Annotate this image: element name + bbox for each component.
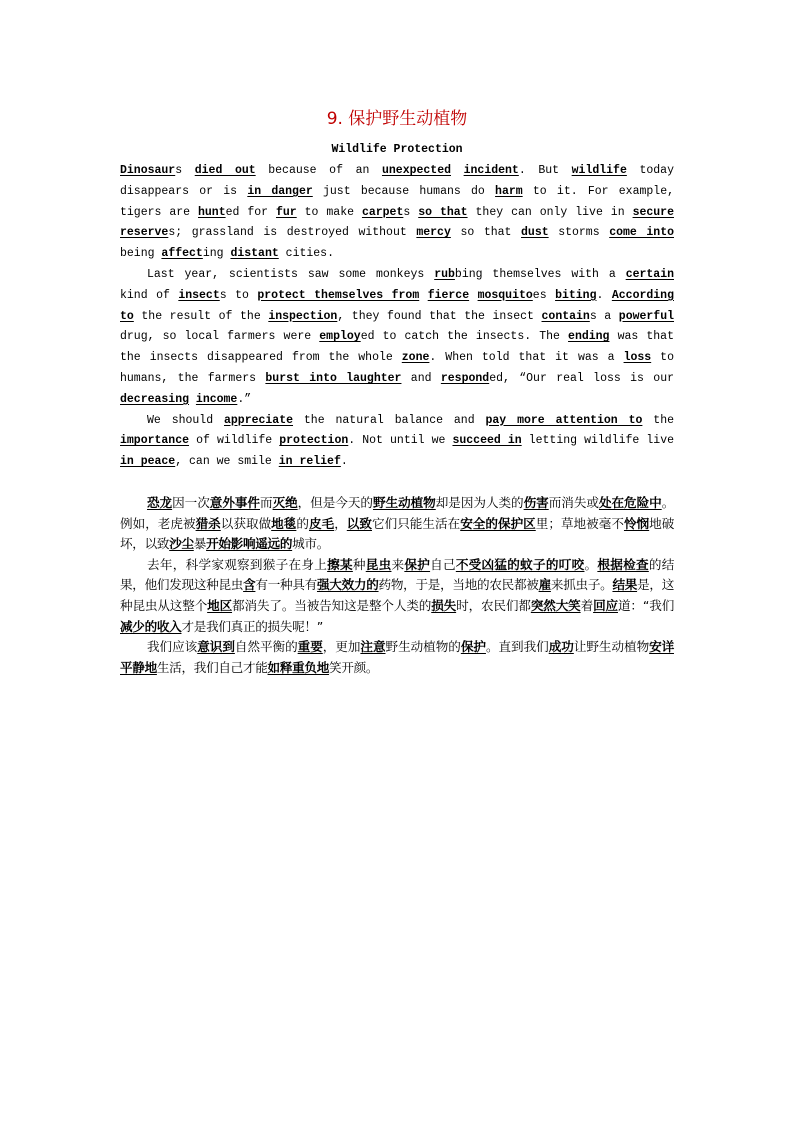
keyword: 意识到 [197, 639, 235, 655]
keyword: mosquito [477, 288, 533, 302]
text-run: ed to catch the insects. The [360, 330, 569, 344]
english-paragraph [120, 161, 674, 265]
text-run: 药物，于是，当地的农民都被 [378, 577, 539, 593]
keyword: appreciate [224, 413, 294, 427]
keyword: fierce [427, 288, 470, 302]
text-run: to humans, the farmers [120, 351, 674, 385]
text-run: being [120, 247, 162, 261]
text-run: s a [589, 309, 619, 323]
text-run: 的结果，他们发现这种昆虫 [120, 556, 674, 593]
keyword: 昆虫 [365, 556, 392, 572]
keyword: income [195, 392, 238, 406]
keyword: succeed in [452, 434, 522, 448]
chinese-translation [120, 493, 674, 678]
text-run: 。例如，老虎被 [120, 494, 674, 531]
text-run: ing [202, 247, 231, 261]
text-run: , can we smile [175, 455, 279, 469]
keyword: loss [623, 351, 652, 365]
keyword: pay more attention to [485, 413, 643, 427]
keyword: 怜悯 [623, 515, 650, 531]
text-run: 都消失了。当被告知这是整个人类的 [232, 597, 432, 613]
text-run: s to [219, 288, 258, 302]
text-run: We should [147, 413, 224, 427]
text-run: 野生动植物的 [385, 639, 461, 655]
text-run: 暴 [193, 536, 207, 552]
english-passage [120, 161, 674, 473]
keyword: 根据检查 [597, 556, 649, 572]
keyword: 野生动植物 [372, 494, 436, 510]
text-run: 它们只能生活在 [372, 515, 461, 531]
text-run: s [175, 164, 195, 177]
keyword: 结果 [612, 577, 638, 593]
keyword: 以致 [346, 515, 372, 531]
text-run: just because humans do [312, 184, 496, 198]
keyword: 如释重负地 [267, 659, 330, 675]
keyword: zone [401, 351, 430, 365]
text-run: ， [334, 515, 347, 531]
text-run: 城市。 [292, 536, 330, 552]
text-run [419, 289, 427, 302]
text-run: 的 [296, 515, 309, 531]
keyword: ending [568, 330, 610, 344]
text-run: today disappears or is [120, 164, 674, 198]
text-run: drug, so local farmers were [120, 330, 320, 344]
text-run [189, 393, 196, 406]
keyword: dust [521, 226, 549, 240]
text-run: s [403, 205, 419, 219]
text-run: . When told that it was a [429, 351, 624, 365]
keyword: harm [495, 184, 523, 198]
keyword: burst into laughter [265, 371, 402, 385]
text-run: 里；草地被毫不 [535, 515, 624, 531]
keyword: fur [276, 205, 297, 219]
text-run: . But [518, 164, 572, 177]
text-run: cities. [278, 247, 334, 261]
text-run: bing themselves with a [454, 267, 626, 281]
text-run: , they found that the insect [337, 309, 542, 323]
english-paragraph [120, 411, 674, 473]
keyword: According to [120, 288, 674, 323]
text-run: ed, “Our real loss is our [489, 371, 675, 385]
text-run: of wildlife [189, 434, 280, 448]
text-run: 而消失或 [548, 494, 599, 510]
keyword: respond [440, 371, 490, 385]
text-run: 来 [391, 556, 405, 572]
text-run: . [340, 455, 348, 469]
text-run: 时，农民们都 [456, 597, 531, 613]
keyword: secure [632, 205, 674, 219]
keyword: importance [120, 434, 190, 448]
text-run: the natural balance and [293, 413, 486, 427]
text-run: 才是我们真正的损失呢！” [181, 618, 323, 634]
text-run: the result of the [133, 309, 269, 323]
chinese-paragraph [120, 555, 674, 637]
keyword: 开始影响遥远的 [206, 536, 293, 552]
text-run [469, 289, 477, 302]
text-run: ，但是今天的 [297, 494, 373, 510]
keyword: employ [319, 330, 361, 344]
keyword: biting [555, 288, 597, 302]
keyword: 意外事件 [209, 494, 260, 510]
keyword: distant [230, 247, 279, 261]
text-run: Last year, scientists saw some monkeys [147, 267, 435, 281]
keyword: 地毯 [271, 515, 297, 531]
text-run: 。直到我们 [485, 639, 549, 655]
keyword: 皮毛 [308, 515, 335, 531]
english-paragraph [120, 265, 674, 411]
text-run: kind of [120, 288, 179, 302]
text-run: so that [450, 226, 522, 240]
text-run: the [642, 413, 675, 427]
english-subtitle: Wildlife Protection [331, 143, 463, 156]
keyword: 减少的收入 [120, 618, 182, 634]
text-run: s; grassland is destroyed without [168, 226, 417, 240]
keyword: incident [463, 164, 519, 177]
text-run [451, 164, 464, 177]
keyword: 保护 [460, 639, 486, 655]
keyword: 强大效力的 [316, 577, 379, 593]
keyword: wildlife [571, 164, 627, 177]
text-run: 。 [584, 556, 598, 572]
keyword: 注意 [360, 639, 386, 655]
text-run: . Not until we [348, 434, 453, 448]
keyword: come into [609, 226, 674, 240]
chinese-paragraph [120, 493, 674, 555]
keyword: 擦某 [327, 556, 353, 572]
keyword: hunt [198, 205, 226, 219]
text-run: 有一种具有 [255, 577, 317, 593]
chinese-paragraph [120, 637, 674, 678]
text-run: ed for [225, 205, 276, 219]
keyword: in peace [120, 455, 176, 469]
keyword: 突然大笑 [530, 597, 581, 613]
keyword: 处在危险中 [598, 494, 662, 510]
keyword: 安详平静地 [120, 639, 674, 675]
text-run: . [596, 288, 612, 302]
text-run: storms [548, 226, 610, 240]
keyword: 不受凶猛的蚊子的叮咬 [455, 556, 585, 572]
text-run: and [401, 371, 441, 385]
text-run: 自然平衡的 [234, 639, 298, 655]
text-run: 地破坏，以致 [120, 515, 675, 552]
keyword: powerful [618, 309, 675, 323]
keyword: decreasing [120, 392, 190, 406]
keyword: protect themselves from [257, 288, 420, 302]
text-run: because of an [255, 164, 382, 177]
text-run: ，更加 [322, 639, 361, 655]
text-run: 生活，我们自己才能 [156, 659, 268, 675]
keyword: contain [541, 309, 590, 323]
keyword: 成功 [548, 639, 574, 655]
keyword: 伤害 [523, 494, 549, 510]
text-run: to it. For example, tigers are [120, 184, 674, 219]
keyword: 安全的保护区 [460, 515, 536, 531]
keyword: 保护 [404, 556, 431, 572]
keyword: 重要 [297, 639, 323, 655]
page-title: 9. 保护野生动植物 [326, 109, 468, 129]
keyword: 损失 [431, 597, 457, 613]
keyword: insect [178, 288, 220, 302]
text-run: 去年，科学家观察到猴子在身上 [147, 556, 328, 572]
keyword: Dinosaur [120, 164, 176, 177]
keyword: protection [279, 434, 349, 448]
keyword: carpet [361, 205, 404, 219]
keyword: 回应 [593, 597, 618, 613]
text-run: was that the insects disappeared from the whole [120, 330, 674, 365]
text-run: 着 [580, 597, 594, 613]
keyword: 恐龙 [147, 494, 173, 510]
keyword: 含 [243, 577, 256, 593]
text-run: 自己 [430, 556, 456, 572]
text-run: 而 [259, 494, 273, 510]
keyword: 灭绝 [272, 494, 298, 510]
text-run: 是，这种昆虫从这整个 [120, 577, 674, 613]
keyword: 雇 [538, 577, 551, 593]
text-run: 我们应该 [147, 639, 198, 655]
text-run: they can only live in [467, 205, 633, 219]
keyword: rub [434, 267, 455, 281]
text-run: 笑开颜。 [329, 659, 379, 675]
keyword: so that [418, 205, 468, 219]
text-run: 来抓虫子。 [550, 577, 613, 593]
keyword: mercy [416, 226, 451, 240]
text-run: .” [237, 392, 252, 406]
text-run: 让野生动植物 [573, 639, 650, 655]
keyword: 地区 [207, 597, 233, 613]
keyword: unexpected [381, 164, 451, 177]
keyword: inspection [268, 309, 338, 323]
keyword: reserve [120, 226, 169, 240]
text-run: 却是因为人类的 [435, 494, 524, 510]
keyword: affect [161, 247, 203, 261]
keyword: in danger [247, 184, 313, 198]
text-run: to make [296, 205, 362, 219]
text-run: letting wildlife live [521, 434, 674, 448]
keyword: 猎杀 [195, 515, 221, 531]
text-run: 种 [352, 556, 366, 572]
keyword: died out [194, 164, 256, 177]
keyword: in relief [278, 455, 341, 469]
text-run: es [532, 288, 556, 302]
text-run: 因一次 [172, 494, 210, 510]
text-run: 道：“我们 [617, 597, 675, 613]
keyword: certain [625, 267, 674, 281]
keyword: 沙尘 [169, 536, 194, 552]
text-run: 以获取做 [220, 515, 272, 531]
document-page [120, 100, 674, 678]
